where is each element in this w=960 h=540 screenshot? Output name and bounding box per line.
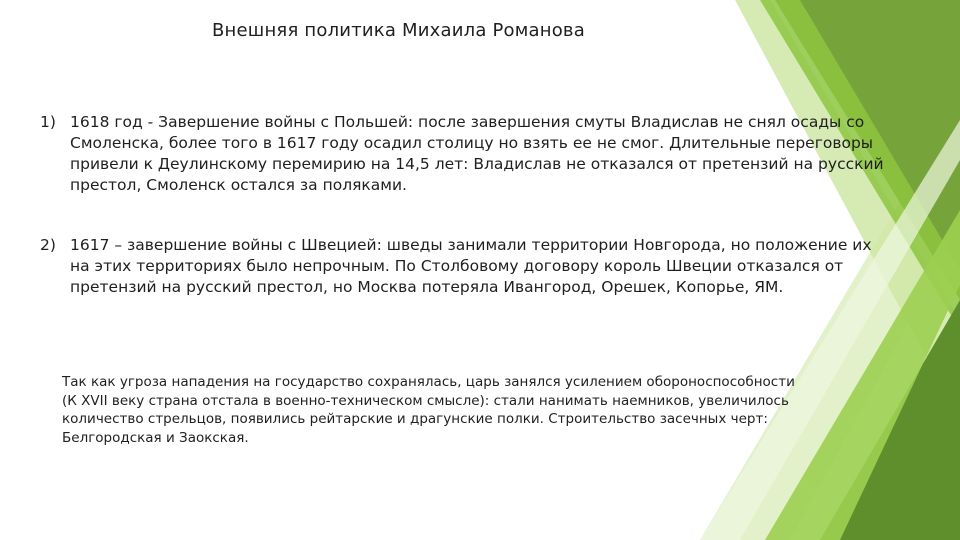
defense-note: Так как угроза нападения на государство сохранялась, царь занялся усилением обороноспособности (К XVII веку страна отстала в военно-техническом смысле): стали нанимать наемников, увеличилось количество стрельцов, появились рейтарские и драгунские полки. Строительство засечных черт: Белгородская и Заокская. — [62, 374, 795, 446]
list-item-text: 1618 год - Завершение войны с Польшей: после завершения смуты Владислав не снял осады со Смоленска, более того в 1617 году осадил столицу но взять ее не смог. Длительные переговоры привели к Деулинскому перемирию на 14,5 лет: Владислав не отказался от претензий на русский престол, Смоленск остался за поляками. — [70, 113, 884, 194]
list-item-number: 1) — [40, 113, 56, 131]
list-item — [40, 112, 896, 196]
slide-title: Внешняя политика Михаила Романова — [212, 20, 585, 41]
list-item-text: 1617 – завершение войны с Швецией: шведы занимали территории Новгорода, но положение их на этих территориях было непрочным. По Столбовому договору король Швеции отказался от претензий на русский престол, но Москва потеряла Ивангород, Орешек, Копорье, ЯМ. — [70, 236, 872, 296]
list-item — [40, 235, 896, 298]
list-item-number: 2) — [40, 236, 56, 254]
